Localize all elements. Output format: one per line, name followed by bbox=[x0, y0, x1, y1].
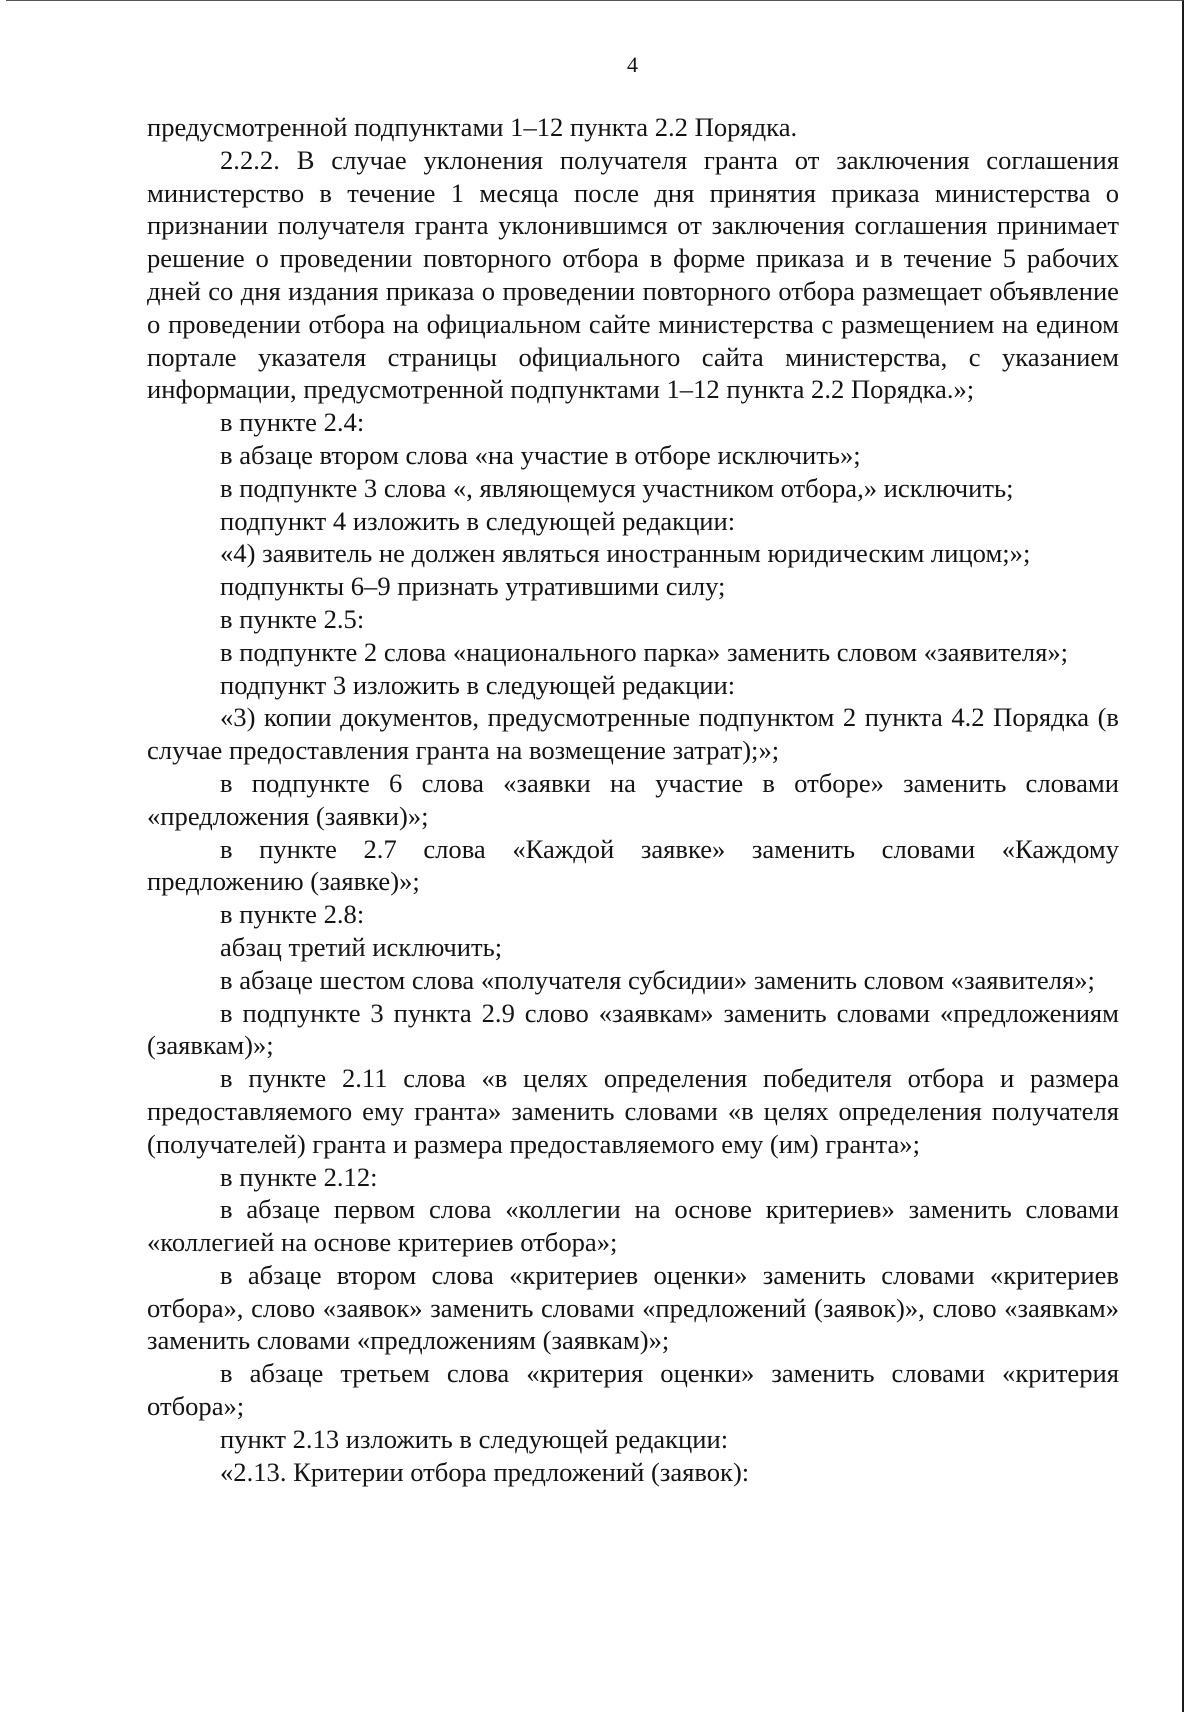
paragraph: абзац третий исключить; bbox=[220, 931, 503, 962]
page-number: 4 bbox=[627, 52, 638, 77]
paragraph: в пункте 2.7 слова «Каждой заявке» заменить словами «Каждому предложению (заявке)»; bbox=[147, 833, 1119, 897]
paragraph: «3) копии документов, предусмотренные подпунктом 2 пункта 4.2 Порядка (в случае предоставления гранта на возмещение затрат);»; bbox=[147, 702, 1119, 766]
paragraph: в абзаце шестом слова «получателя субсидии» заменить словом «заявителя»; bbox=[220, 964, 1095, 995]
paragraph: в пункте 2.11 слова «в целях определения победителя отбора и размера предоставляемого ему гранта» заменить словами «в целях определения получателя (получателей) гранта и размера предоставляемого ему (им) гранта»; bbox=[147, 1063, 1119, 1159]
paragraph: подпункт 4 изложить в следующей редакции: bbox=[220, 505, 736, 536]
paragraph: «4) заявитель не должен являться иностранным юридическим лицом;»; bbox=[220, 538, 1031, 569]
paragraph: в абзаце втором слова «на участие в отборе исключить»; bbox=[220, 439, 861, 470]
paragraph: в абзаце третьем слова «критерия оценки» заменить словами «критерия отбора»; bbox=[147, 1358, 1119, 1422]
paragraph: «2.13. Критерии отбора предложений (заявок): bbox=[220, 1456, 750, 1487]
paragraph: пункт 2.13 изложить в следующей редакции: bbox=[220, 1423, 729, 1454]
paragraph: 2.2.2. В случае уклонения получателя гранта от заключения соглашения министерство в течение 1 месяца после дня принятия приказа министерства о признании получателя гранта уклонившимся от заключения соглашения принимает решение о проведении повторного отбора в форме приказа и в течение 5 рабочих дней со дня издания приказа о проведении повторного отбора размещает объявление о проведении отбора на официальном сайте министерства с размещением на едином портале указателя страницы официального сайта министерства, с указанием информации, предусмотренной подпунктами 1–12 пункта 2.2 Порядка.»; bbox=[147, 144, 1119, 405]
document-body bbox=[147, 111, 1119, 1488]
paragraph: в пункте 2.5: bbox=[220, 603, 365, 634]
paragraph: в подпункте 3 слова «, являющемуся участником отбора,» исключить; bbox=[220, 472, 1014, 503]
paragraph: в подпункте 2 слова «национального парка» заменить словом «заявителя»; bbox=[220, 636, 1069, 667]
paragraph: в абзаце первом слова «коллегии на основе критериев» заменить словами «коллегией на основе критериев отбора»; bbox=[147, 1194, 1119, 1258]
paragraph: в абзаце втором слова «критериев оценки» заменить словами «критериев отбора», слово «заявок» заменить словами «предложений (заявок)», слово «заявкам» заменить словами «предложениям (заявкам)»; bbox=[147, 1259, 1119, 1356]
paragraph: подпункт 3 изложить в следующей редакции: bbox=[220, 669, 736, 700]
paragraph: в пункте 2.4: bbox=[220, 407, 365, 438]
paragraph: в пункте 2.12: bbox=[220, 1161, 378, 1192]
paragraph: предусмотренной подпунктами 1–12 пункта 2.2 Порядка. bbox=[147, 112, 798, 142]
paragraph: в пункте 2.8: bbox=[220, 899, 365, 930]
paragraph: в подпункте 3 пункта 2.9 слово «заявкам» заменить словами «предложениям (заявкам)»; bbox=[147, 997, 1119, 1061]
paragraph: подпункты 6–9 признать утратившими силу; bbox=[220, 571, 726, 602]
paragraph: в подпункте 6 слова «заявки на участие в отборе» заменить словами «предложения (заявки)»; bbox=[147, 767, 1119, 831]
